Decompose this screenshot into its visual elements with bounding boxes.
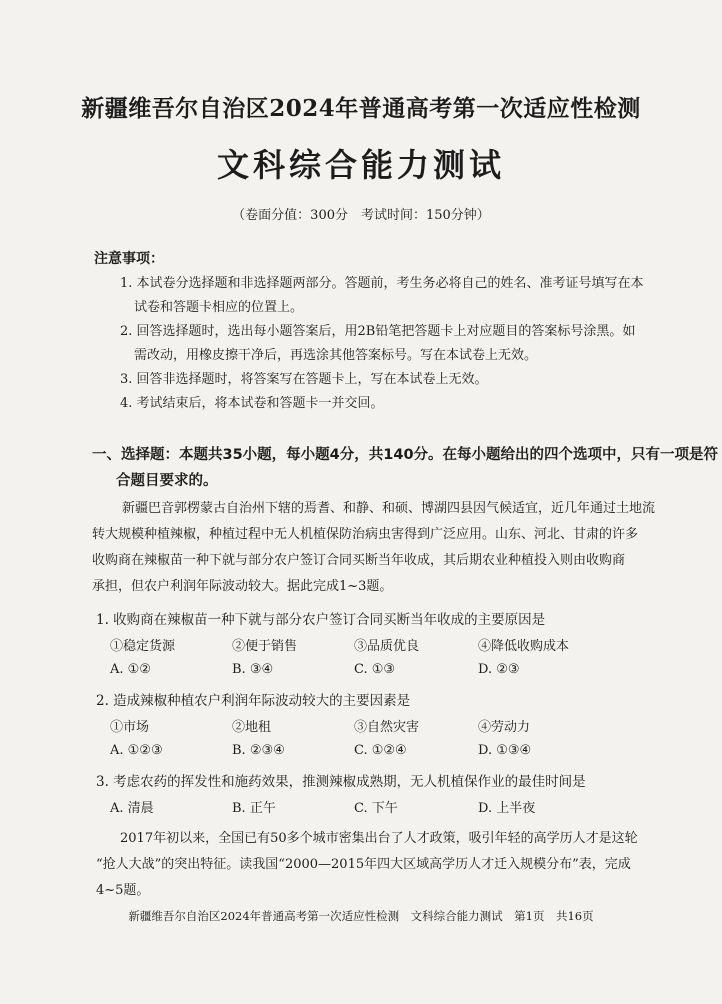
notice-heading: 注意事项： xyxy=(94,251,164,267)
q3-option-c: C. 下午 xyxy=(354,801,398,816)
q2-option-b: B. ②③④ xyxy=(232,743,285,758)
q3-option-b: B. 正午 xyxy=(232,801,276,816)
notice-item: 2. 回答选择题时，选出每小题答案后，用2B铅笔把答题卡上对应题目的答案标号涂黑。如 xyxy=(120,324,636,339)
exam-title: 新疆维吾尔自治区2024年普通高考第一次适应性检测 xyxy=(81,95,641,122)
passage-line: “抢人大战”的突出特征。读我国“2000—2015年四大区域高学历人才迁入规模分布”表，完成 xyxy=(96,857,631,872)
q1-option-c: C. ①③ xyxy=(354,662,396,677)
question-3-stem: 3. 考虑农药的挥发性和施药效果，推测辣椒成熟期，无人机植保作业的最佳时间是 xyxy=(96,774,586,790)
notice-item: 试卷和答题卡相应的位置上。 xyxy=(134,300,304,315)
q1-option-b: B. ③④ xyxy=(232,662,274,677)
notice-item: 需改动，用橡皮擦干净后，再选涂其他答案标号。写在本试卷上无效。 xyxy=(134,348,538,363)
section-heading: 一、选择题：本题共35小题，每小题4分，共140分。在每小题给出的四个选项中，只有一项是符 xyxy=(92,447,719,463)
exam-meta: （卷面分值：300分 考试时间：150分钟） xyxy=(232,208,490,223)
question-2-stem: 2. 造成辣椒种植农户利润年际波动较大的主要因素是 xyxy=(96,693,411,709)
passage-line: 收购商在辣椒苗一种下就与部分农户签订合同买断当年收成，其后期农业种植投入则由收购商 xyxy=(92,553,626,568)
notice-item: 1. 本试卷分选择题和非选择题两部分。答题前，考生务必将自己的姓名、准考证号填写在本 xyxy=(120,276,644,291)
q2-choice: ②地租 xyxy=(232,720,272,735)
section-heading-cont: 合题目要求的。 xyxy=(116,473,218,489)
q1-option-d: D. ②③ xyxy=(478,662,520,677)
q2-option-a: A. ①②③ xyxy=(110,743,163,758)
q2-choice: ①市场 xyxy=(110,720,150,735)
q2-option-c: C. ①②④ xyxy=(354,743,407,758)
q1-choice: ④降低收购成本 xyxy=(478,639,570,654)
q3-option-a: A. 清晨 xyxy=(110,801,154,816)
q1-choice: ②便于销售 xyxy=(232,639,298,654)
q1-choice: ①稳定货源 xyxy=(110,639,176,654)
q1-option-a: A. ①② xyxy=(110,662,151,677)
exam-subject-title: 文科综合能力测试 xyxy=(216,146,505,184)
passage-line: 新疆巴音郭楞蒙古自治州下辖的焉耆、和静、和硕、博湖四县因气候适宜，近几年通过土地流 xyxy=(122,501,656,516)
q2-choice: ④劳动力 xyxy=(478,720,531,735)
notice-item: 3. 回答非选择题时，将答案写在答题卡上，写在本试卷上无效。 xyxy=(120,372,488,387)
notice-item: 4. 考试结束后，将本试卷和答题卡一并交回。 xyxy=(120,396,384,411)
q2-option-d: D. ①③④ xyxy=(478,743,532,758)
passage-line: 承担，但农户利润年际波动较大。据此完成1~3题。 xyxy=(92,579,393,594)
page-footer: 新疆维吾尔自治区2024年普通高考第一次适应性检测 文科综合能力测试 第1页 共16页 xyxy=(128,909,594,923)
passage-line: 4~5题。 xyxy=(96,883,150,898)
passage-line: 2017年初以来，全国已有50多个城市密集出台了人才政策，吸引年轻的高学历人才是这轮 xyxy=(120,831,638,846)
question-1-stem: 1. 收购商在辣椒苗一种下就与部分农户签订合同买断当年收成的主要原因是 xyxy=(96,612,546,628)
passage-line: 转大规模种植辣椒，种植过程中无人机植保防治病虫害得到广泛应用。山东、河北、甘肃的许多 xyxy=(92,527,639,542)
q1-choice: ③品质优良 xyxy=(354,639,420,654)
q2-choice: ③自然灾害 xyxy=(354,720,420,735)
q3-option-d: D. 上半夜 xyxy=(478,801,536,816)
